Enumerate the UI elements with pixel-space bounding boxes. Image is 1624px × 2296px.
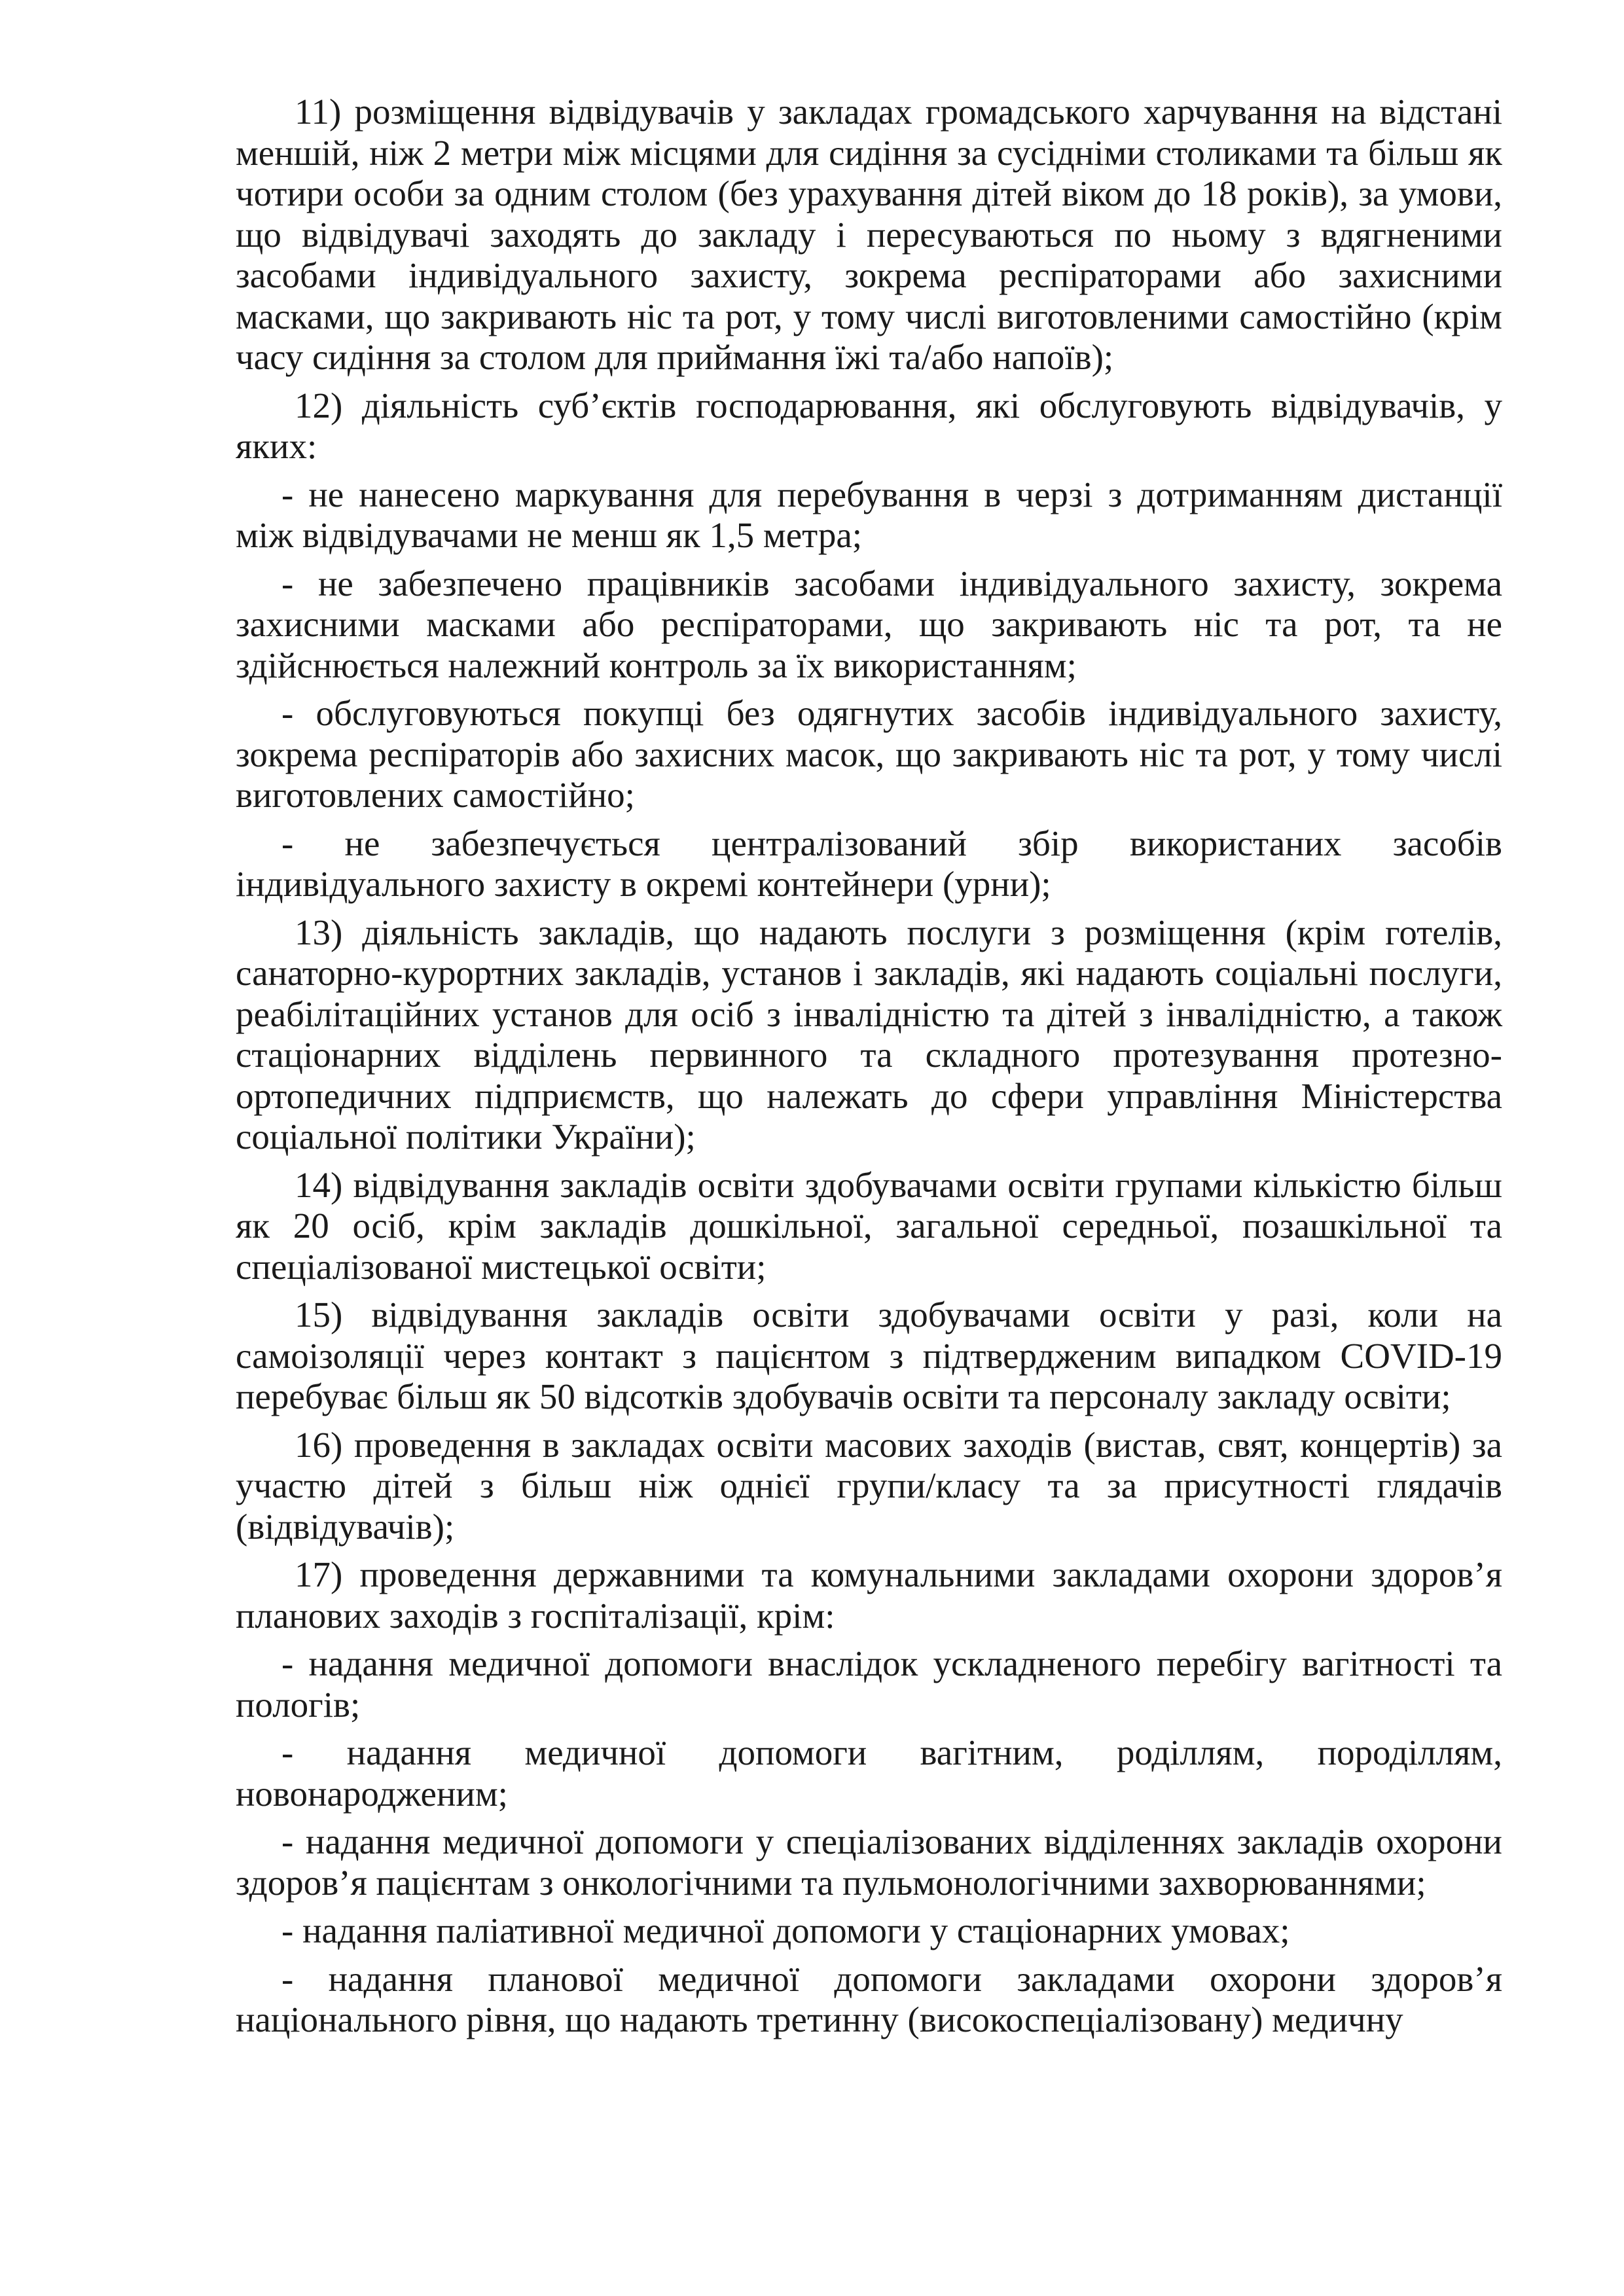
document-body <box>236 92 1502 2048</box>
paragraph-subitem-oncology: - надання медичної допомоги у спеціалізованих відділеннях закладів охорони здоров’я пацієнтам з онкологічними та пульмонологічними захворюваннями; <box>236 1821 1502 1903</box>
paragraph-item-13: 13) діяльність закладів, що надають послуги з розміщення (крім готелів, санаторно-курортних закладів, установ і закладів, які надають соціальні послуги, реабілітаційних установ для осіб з інвалідністю та дітей з інвалідністю, а також стаціонарних відділень первинного та складного протезування протезно-ортопедичних підприємств, що належать до сфери управління Міністерства соціальної політики України); <box>236 912 1502 1157</box>
paragraph-item-15: 15) відвідування закладів освіти здобувачами освіти у разі, коли на самоізоляції через контакт з пацієнтом з підтвердженим випадком COVID-19 перебуває більш як 50 відсотків здобувачів освіти та персоналу закладу освіти; <box>236 1295 1502 1416</box>
paragraph-item-14: 14) відвідування закладів освіти здобувачами освіти групами кількістю більш як 20 осіб, крім закладів дошкільної, загальної середньої, позашкільної та спеціалізованої мистецької освіти; <box>236 1164 1502 1287</box>
paragraph-item-16: 16) проведення в закладах освіти масових заходів (вистав, свят, концертів) за участю дітей з більш ніж однієї групи/класу та за присутності глядачів (відвідувачів); <box>236 1424 1502 1547</box>
paragraph-subitem-pregnancy: - надання медичної допомоги внаслідок ускладненого перебігу вагітності та пологів; <box>236 1643 1502 1725</box>
paragraph-subitem-customers-masks: - обслуговуються покупці без одягнутих засобів індивідуального захисту, зокрема респіраторів або захисних масок, що закривають ніс та рот, у тому числі виготовлених самостійно; <box>236 693 1502 815</box>
paragraph-subitem-staff-protection: - не забезпечено працівників засобами індивідуального захисту, зокрема захисними масками або респіраторами, що закривають ніс та рот, та не здійснюється належний контроль за їх використанням; <box>236 563 1502 685</box>
paragraph-item-17: 17) проведення державними та комунальними закладами охорони здоров’я планових заходів з госпіталізації, крім: <box>236 1554 1502 1636</box>
paragraph-subitem-newborns: - надання медичної допомоги вагітним, роділлям, породіллям, новонародженим; <box>236 1732 1502 1814</box>
paragraph-subitem-waste-collection: - не забезпечується централізований збір використаних засобів індивідуального захисту в окремі контейнери (урни); <box>236 823 1502 904</box>
paragraph-item-12: 12) діяльність суб’єктів господарювання, які обслуговують відвідувачів, у яких: <box>236 385 1502 466</box>
paragraph-item-11: 11) розміщення відвідувачів у закладах громадського харчування на відстані меншій, ніж 2 метри між місцями для сидіння за сусідніми столиками та більш як чотири особи за одним столом (без урахування дітей віком до 18 років), за умови, що відвідувачі заходять до закладу і пересуваються по ньому з вдягненими засобами індивідуального захисту, зокрема респіраторами або захисними масками, що закривають ніс та рот, у тому числі виготовленими самостійно (крім часу сидіння за столом для приймання їжі та/або напоїв); <box>236 92 1502 377</box>
paragraph-subitem-marking: - не нанесено маркування для перебування в черзі з дотриманням дистанції між відвідувачами не менш як 1,5 метра; <box>236 474 1502 555</box>
paragraph-subitem-tertiary-care: - надання планової медичної допомоги закладами охорони здоров’я національного рівня, що надають третинну (високоспеціалізовану) медичну <box>236 1958 1502 2039</box>
paragraph-subitem-palliative: - надання паліативної медичної допомоги у стаціонарних умовах; <box>281 1910 1290 1950</box>
